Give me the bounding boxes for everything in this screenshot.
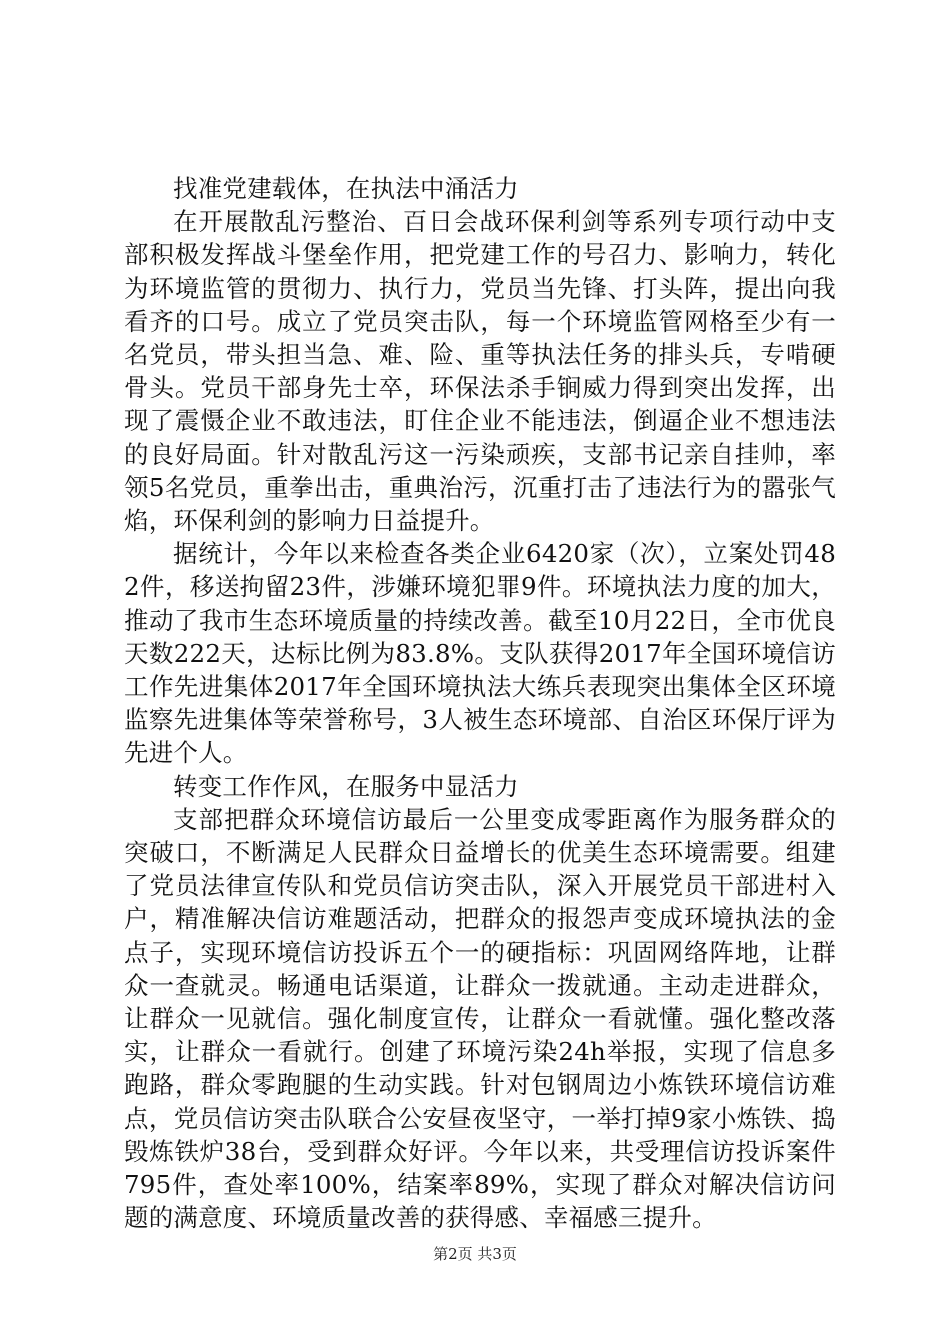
paragraph-special-actions: 在开展散乱污整治、百日会战环保利剑等系列专项行动中支部积极发挥战斗堡垒作用，把党建工作的号召力、影响力，转化为环境监管的贯彻力、执行力，党员当先锋、打头阵，提出向我看齐的口号。成立了党员突击队，每一个环境监管网格至少有一名党员，带头担当急、难、险、重等执法任务的排头兵，专啃硬骨头。党员干部身先士卒，环保法杀手锏威力得到突出发挥，出现了震慑企业不敢违法，盯住企业不能违法，倒逼企业不想违法的良好局面。针对散乱污这一污染顽疾，支部书记亲自挂帅，率领5名党员，重拳出击，重典治污，沉重打击了违法行为的嚣张气焰，环保利剑的影响力日益提升。 (124, 207, 836, 536)
page-number-footer: 第2页 共3页 (433, 1245, 517, 1263)
document-body (124, 172, 836, 1235)
paragraph-statistics: 据统计，今年以来检查各类企业6420家（次），立案处罚482件，移送拘留23件，涉嫌环境犯罪9件。环境执法力度的加大，推动了我市生态环境质量的持续改善。截至10月22日，全市优良天数222天，达标比例为83.8%。支队获得2017年全国环境信访工作先进集体2017年全国环境执法大练兵表现突出集体全区环境监察先进集体等荣誉称号，3人被生态环境部、自治区环保厅评为先进个人。 (124, 539, 836, 768)
section-heading-party-building: 找准党建载体，在执法中涌活力 (173, 174, 519, 203)
paragraph-petition-service: 支部把群众环境信访最后一公里变成零距离作为服务群众的突破口，不断满足人民群众日益增长的优美生态环境需要。组建了党员法律宣传队和党员信访突击队，深入开展党员干部进村入户，精准解决信访难题活动，把群众的报怨声变成环境执法的金点子，实现环境信访投诉五个一的硬指标：巩固网络阵地，让群众一查就灵。畅通电话渠道，让群众一拨就通。主动走进群众，让群众一见就信。强化制度宣传，让群众一看就懂。强化整改落实，让群众一看就行。创建了环境污染24h举报，实现了信息多跑路，群众零跑腿的生动实践。针对包钢周边小炼铁环境信访难点，党员信访突击队联合公安昼夜坚守，一举打掉9家小炼铁、捣毁炼铁炉38台，受到群众好评。今年以来，共受理信访投诉案件795件，查处率100%，结案率89%，实现了群众对解决信访问题的满意度、环境质量改善的获得感、幸福感三提升。 (124, 804, 836, 1233)
section-heading-work-style: 转变工作作风，在服务中显活力 (173, 771, 519, 801)
